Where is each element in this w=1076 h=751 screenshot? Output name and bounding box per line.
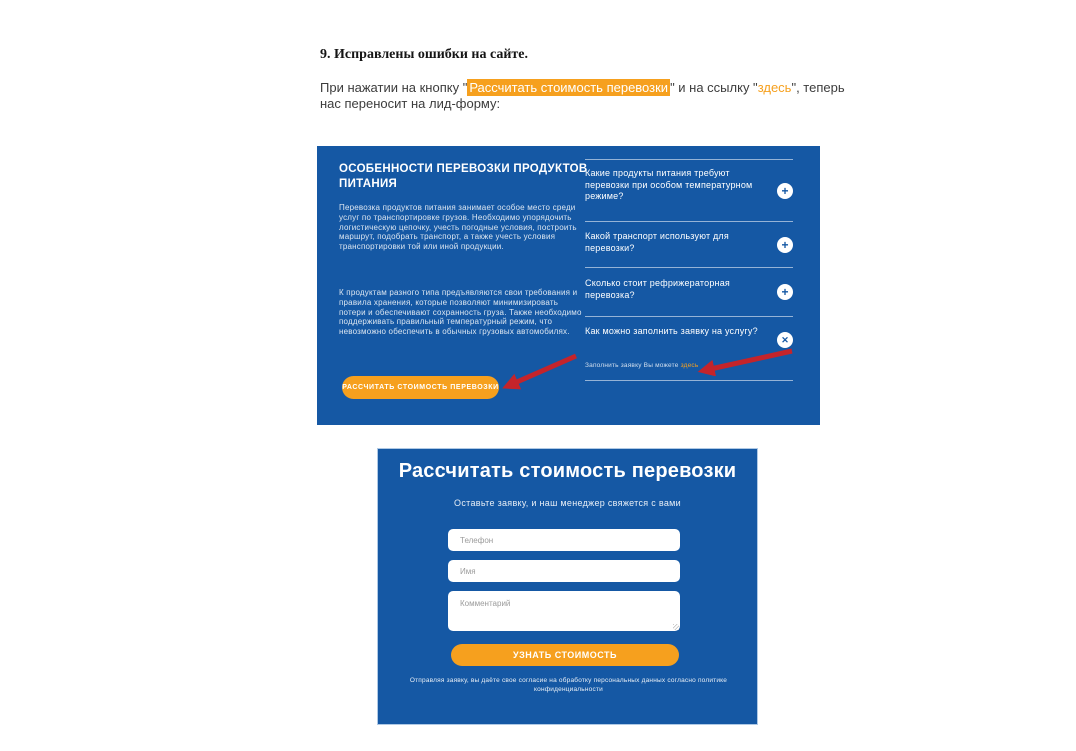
features-paragraph-1: Перевозка продуктов питания занимает особое место среди услуг по транспортировке грузов. Необходимо упорядочить логистическую цепочку, учесть погодные условия, построить маршрут, подобрать транспорт, а также учесть условия транспортировки той или иной продукции. [339, 203, 577, 252]
faq-question-3[interactable]: Сколько стоит рефрижераторная перевозка? [585, 278, 730, 300]
paragraph-text: При нажатии на кнопку " [320, 80, 468, 95]
features-panel [317, 146, 820, 425]
divider [585, 380, 793, 381]
features-paragraph-2: К продуктам разного типа предъявляются свои требования и правила хранения, которые позволяют минимизировать потери и обеспечивают сохранность груза. Также необходимо поддерживать правильный температурный режим, что невозможно обеспечить в обычных грузовых автомобилях. [339, 288, 582, 337]
divider [585, 316, 793, 317]
get-price-button[interactable]: УЗНАТЬ СТОИМОСТЬ [451, 644, 679, 666]
faq-question-2[interactable]: Какой транспорт используют для перевозки? [585, 231, 729, 253]
link-mention: здесь [757, 80, 792, 95]
section-heading: 9. Исправлены ошибки на сайте. [320, 47, 529, 62]
divider [585, 159, 793, 160]
phone-field[interactable] [448, 529, 680, 551]
calculate-cost-button[interactable]: РАССЧИТАТЬ СТОИМОСТЬ ПЕРЕВОЗКИ [342, 376, 499, 399]
divider [585, 221, 793, 222]
name-field[interactable] [448, 560, 680, 582]
consent-disclaimer: Отправляя заявку, вы даёте свое согласие на обработку персональных данных согласно политике конфиденциальности [409, 677, 728, 693]
paragraph-text: ", теперь нас переносит на лид-форму: [320, 80, 845, 111]
plus-icon[interactable]: + [777, 284, 793, 300]
faq-answer-text: Заполнить заявку Вы можете [585, 362, 681, 369]
faq-question-4[interactable]: Как можно заполнить заявку на услугу? [585, 326, 758, 336]
lead-form-subtitle: Оставьте заявку, и наш менеджер свяжется с вами [454, 498, 681, 508]
paragraph-text: " и на ссылку " [670, 80, 758, 95]
lead-form-title: Рассчитать стоимость перевозки [398, 460, 737, 482]
divider [585, 267, 793, 268]
faq-answer [585, 362, 785, 369]
comment-field[interactable] [448, 591, 680, 631]
faq-question-1[interactable]: Какие продукты питания требуют перевозки при особом температурном режиме? [585, 168, 753, 201]
highlighted-button-mention: Рассчитать стоимость перевозки [469, 80, 669, 95]
faq-answer-link[interactable]: здесь [680, 362, 699, 369]
plus-icon[interactable]: + [777, 183, 793, 199]
lead-form-panel [377, 448, 758, 725]
close-icon[interactable]: ✕ [777, 332, 793, 348]
description-paragraph [320, 80, 850, 112]
features-title: ОСОБЕННОСТИ ПЕРЕВОЗКИ ПРОДУКТОВ ПИТАНИЯ [339, 163, 588, 190]
plus-icon[interactable]: + [777, 237, 793, 253]
